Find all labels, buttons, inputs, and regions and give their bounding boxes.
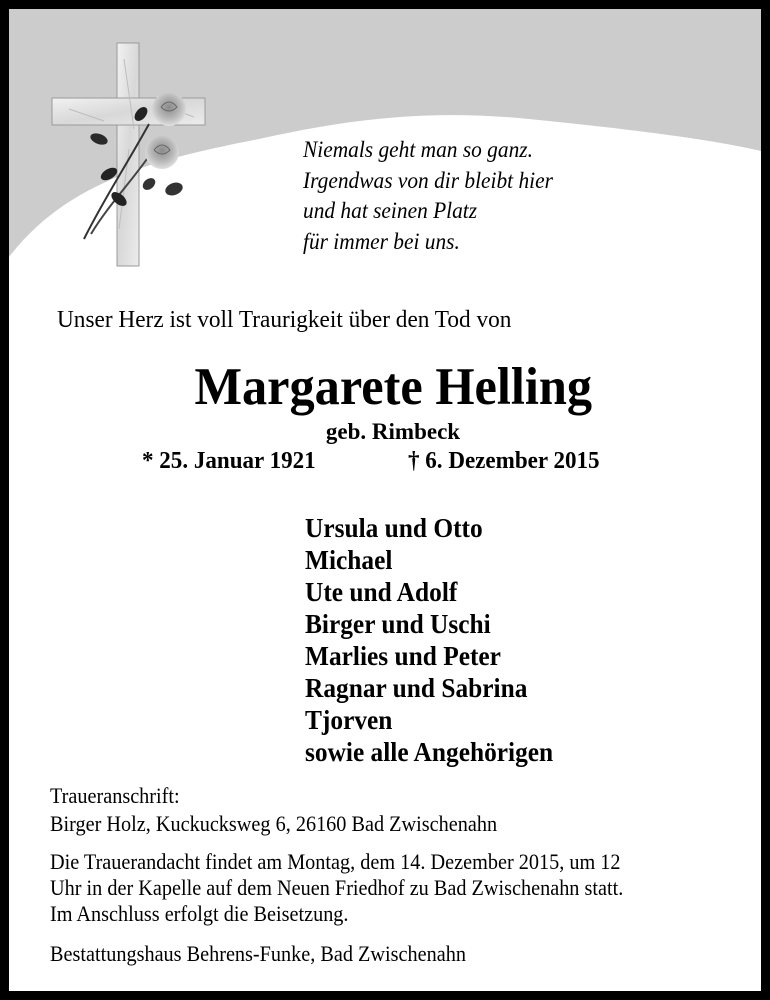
mourner: sowie alle Angehörigen: [305, 737, 554, 767]
death-date: † 6. Dezember 2015: [408, 448, 600, 474]
poem-line: Irgendwas von dir bleibt hier: [303, 167, 553, 193]
poem-line: und hat seinen Platz: [303, 198, 478, 223]
deceased-name-text: Margarete Helling: [194, 358, 592, 416]
mourner: Tjorven: [305, 705, 393, 735]
maiden-name: [9, 419, 761, 445]
service-line: Die Trauerandacht findet am Montag, dem 14. Dezember 2015, um 12: [50, 849, 621, 874]
address-label: Traueranschrift:: [50, 783, 180, 808]
service-line: Im Anschluss erfolgt die Beisetzung.: [50, 901, 349, 926]
poem: [303, 135, 553, 257]
mourner: Michael: [305, 545, 393, 575]
mourner: Ragnar und Sabrina: [305, 673, 528, 703]
address-block: [50, 783, 497, 837]
intro-text: Unser Herz ist voll Traurigkeit über den Tod von: [57, 307, 512, 333]
obituary-card: [9, 9, 761, 991]
mourner: Ute und Adolf: [305, 577, 458, 607]
poem-line: Niemals geht man so ganz.: [303, 137, 533, 162]
mourner: Ursula und Otto: [305, 513, 483, 543]
deceased-name: [9, 357, 761, 417]
mourners-list: [305, 512, 553, 768]
address-value: Birger Holz, Kuckucksweg 6, 26160 Bad Zwischenahn: [50, 811, 498, 836]
funeral-home: [50, 941, 466, 967]
mourner: Birger und Uschi: [305, 609, 491, 639]
birth-date: * 25. Januar 1921: [142, 448, 316, 474]
service-line: Uhr in der Kapelle auf dem Neuen Friedhof zu Bad Zwischenahn statt.: [50, 875, 624, 900]
service-block: [50, 849, 623, 927]
funeral-home-text: Bestattungshaus Behrens-Funke, Bad Zwischenahn: [50, 941, 466, 966]
mourner: Marlies und Peter: [305, 641, 501, 671]
maiden-name-text: geb. Rimbeck: [325, 419, 461, 444]
poem-line: für immer bei uns.: [303, 228, 460, 254]
